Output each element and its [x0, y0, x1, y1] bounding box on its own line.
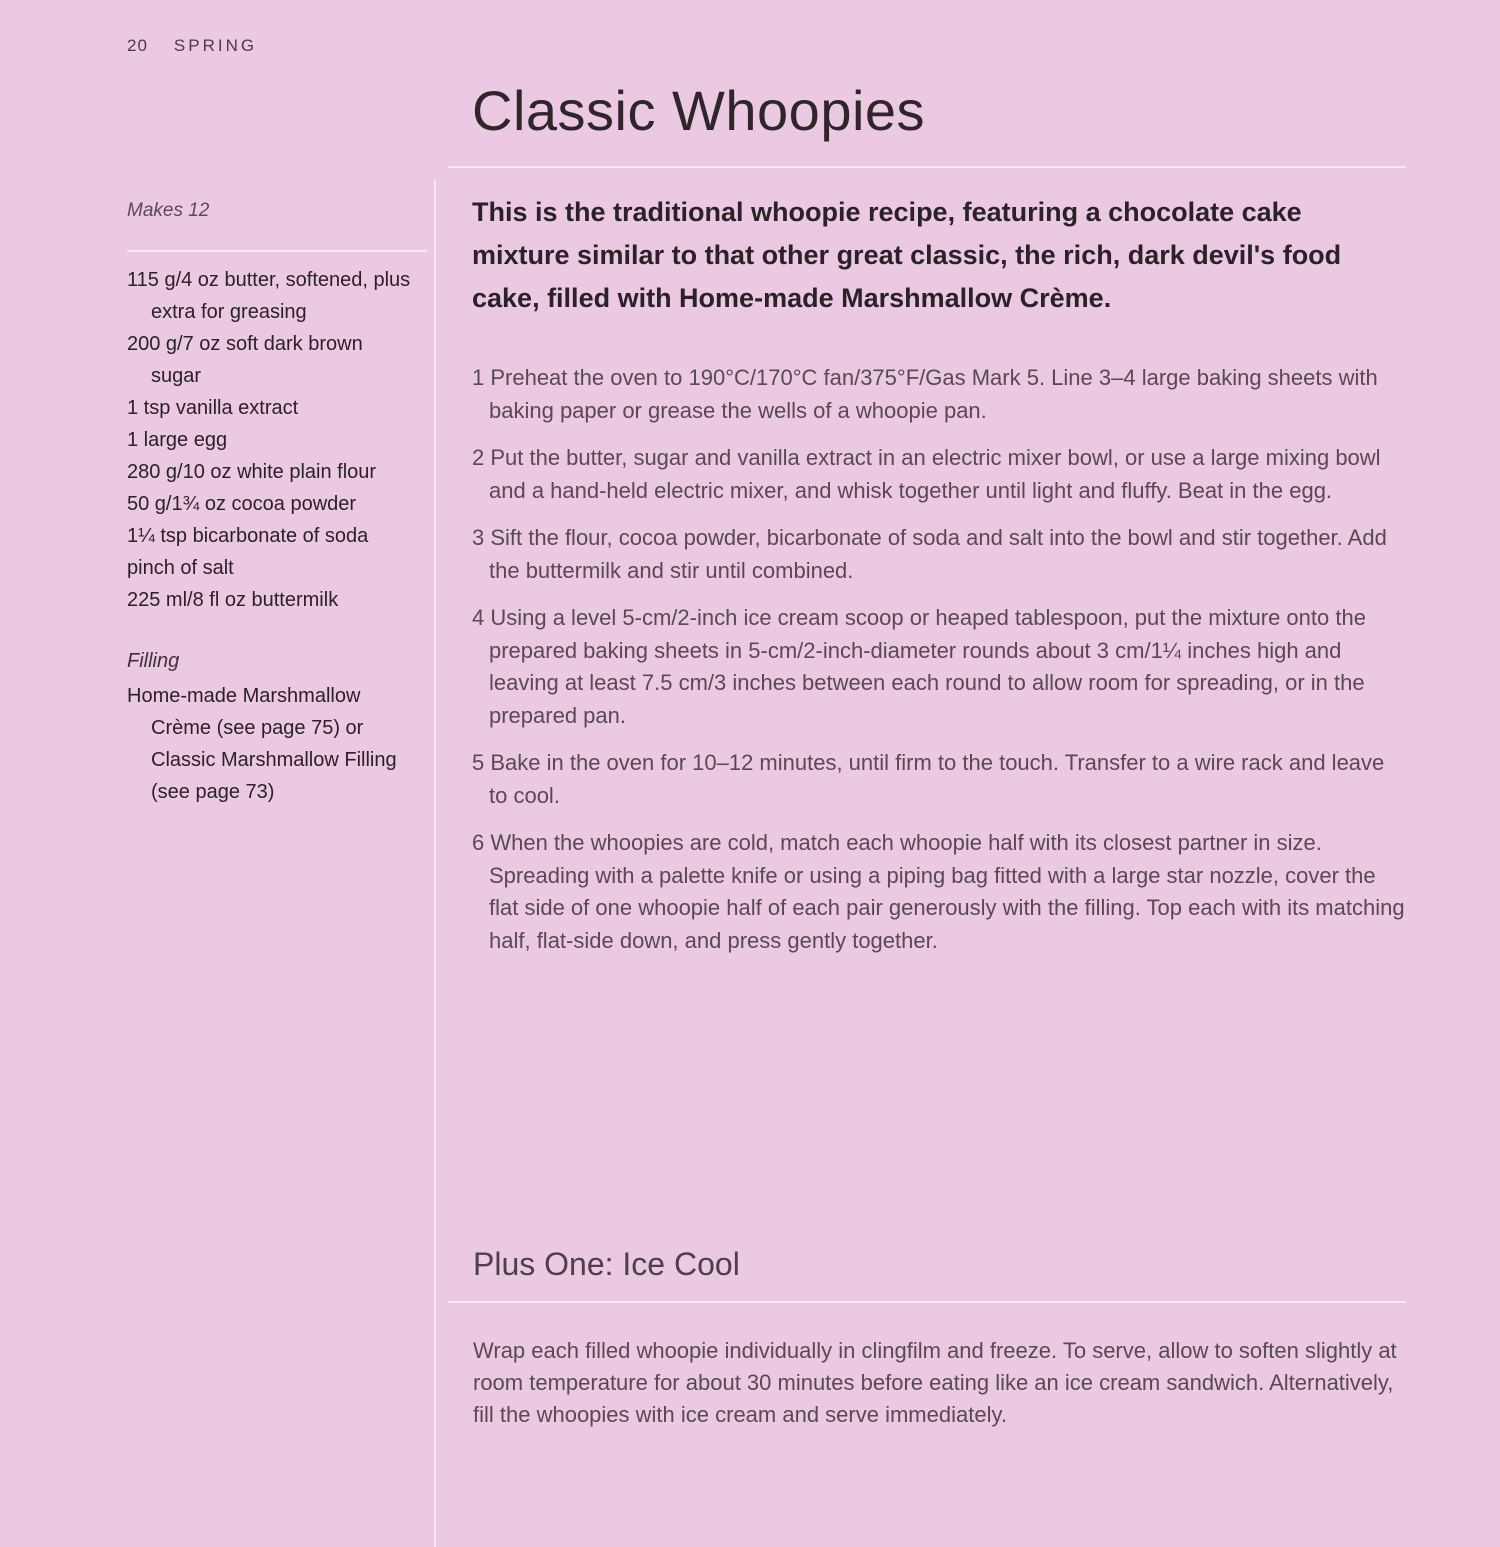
ingredient-item: 50 g/1¾ oz cocoa powder: [127, 493, 357, 515]
plus-one-title: Plus One: Ice Cool: [473, 1246, 740, 1282]
recipe-intro: This is the traditional whoopie recipe, featuring a chocolate cake mixture similar to that other great classic, the rich, dark devil's food cake, filled with Home-made Marshmallow Crème.: [472, 197, 1342, 313]
ingredient-item: 115 g/4 oz butter, softened, plus extra for greasing: [127, 269, 411, 323]
plus-one-divider: [448, 1301, 1406, 1303]
ingredient-item: pinch of salt: [127, 557, 234, 579]
method-step: 5 Bake in the oven for 10–12 minutes, until firm to the touch. Transfer to a wire rack and leave to cool.: [472, 750, 1385, 808]
ingredient-item: 1 large egg: [127, 429, 228, 451]
ingredient-item: 1 tsp vanilla extract: [127, 397, 299, 419]
ingredient-item: 1¼ tsp bicarbonate of soda: [127, 525, 369, 547]
method-step: 2 Put the butter, sugar and vanilla extract in an electric mixer bowl, or use a large mixing bowl and a hand-held electric mixer, and whisk together until light and fluffy. Beat in the egg.: [472, 445, 1381, 503]
page-header: [127, 36, 257, 56]
ingredients-sidebar: [127, 200, 417, 803]
method-step: 6 When the whoopies are cold, match each whoopie half with its closest partner in size. Spreading with a palette knife or using a piping bag fitted with a large star nozzle, cover the flat side of one whoopie half of each pair generously with the filling. Top each with its matching half, flat-side down, and press gently together.: [472, 830, 1405, 953]
method-step: 1 Preheat the oven to 190°C/170°C fan/375°F/Gas Mark 5. Line 3–4 large baking sheets with baking paper or grease the wells of a whoopie pan.: [472, 365, 1378, 423]
filling-item: Home-made Marshmallow Crème (see page 75) or Classic Marshmallow Filling (see page 73): [127, 685, 397, 803]
title-divider: [448, 166, 1406, 168]
ingredient-item: 225 ml/8 fl oz buttermilk: [127, 589, 339, 611]
ingredients-list: [127, 264, 417, 616]
page-number: 20: [127, 36, 148, 55]
makes-divider: [127, 250, 427, 252]
method-step: 3 Sift the flour, cocoa powder, bicarbonate of soda and salt into the bowl and stir together. Add the buttermilk and stir until combined.: [472, 525, 1387, 583]
filling-list: [127, 680, 417, 808]
filling-label: Filling: [127, 650, 180, 672]
column-divider: [434, 180, 436, 1547]
plus-one-text: Wrap each filled whoopie individually in clingfilm and freeze. To serve, allow to soften slightly at room temperature for about 30 minutes before eating like an ice cream sandwich. Alternatively, fill the whoopies with ice cream and serve immediately.: [473, 1338, 1397, 1427]
ingredient-item: 280 g/10 oz white plain flour: [127, 461, 377, 483]
ingredient-item: 200 g/7 oz soft dark brown sugar: [127, 333, 363, 387]
method-steps: [472, 362, 1407, 972]
section-name: SPRING: [173, 36, 258, 55]
recipe-title: Classic Whoopies: [472, 79, 926, 142]
method-step: 4 Using a level 5-cm/2-inch ice cream scoop or heaped tablespoon, put the mixture onto the prepared baking sheets in 5-cm/2-inch-diameter rounds about 3 cm/1¼ inches high and leaving at least 7.5 cm/3 inches between each round to allow room for spreading, or in the prepared pan.: [472, 605, 1366, 728]
yield-label: Makes 12: [127, 200, 210, 221]
